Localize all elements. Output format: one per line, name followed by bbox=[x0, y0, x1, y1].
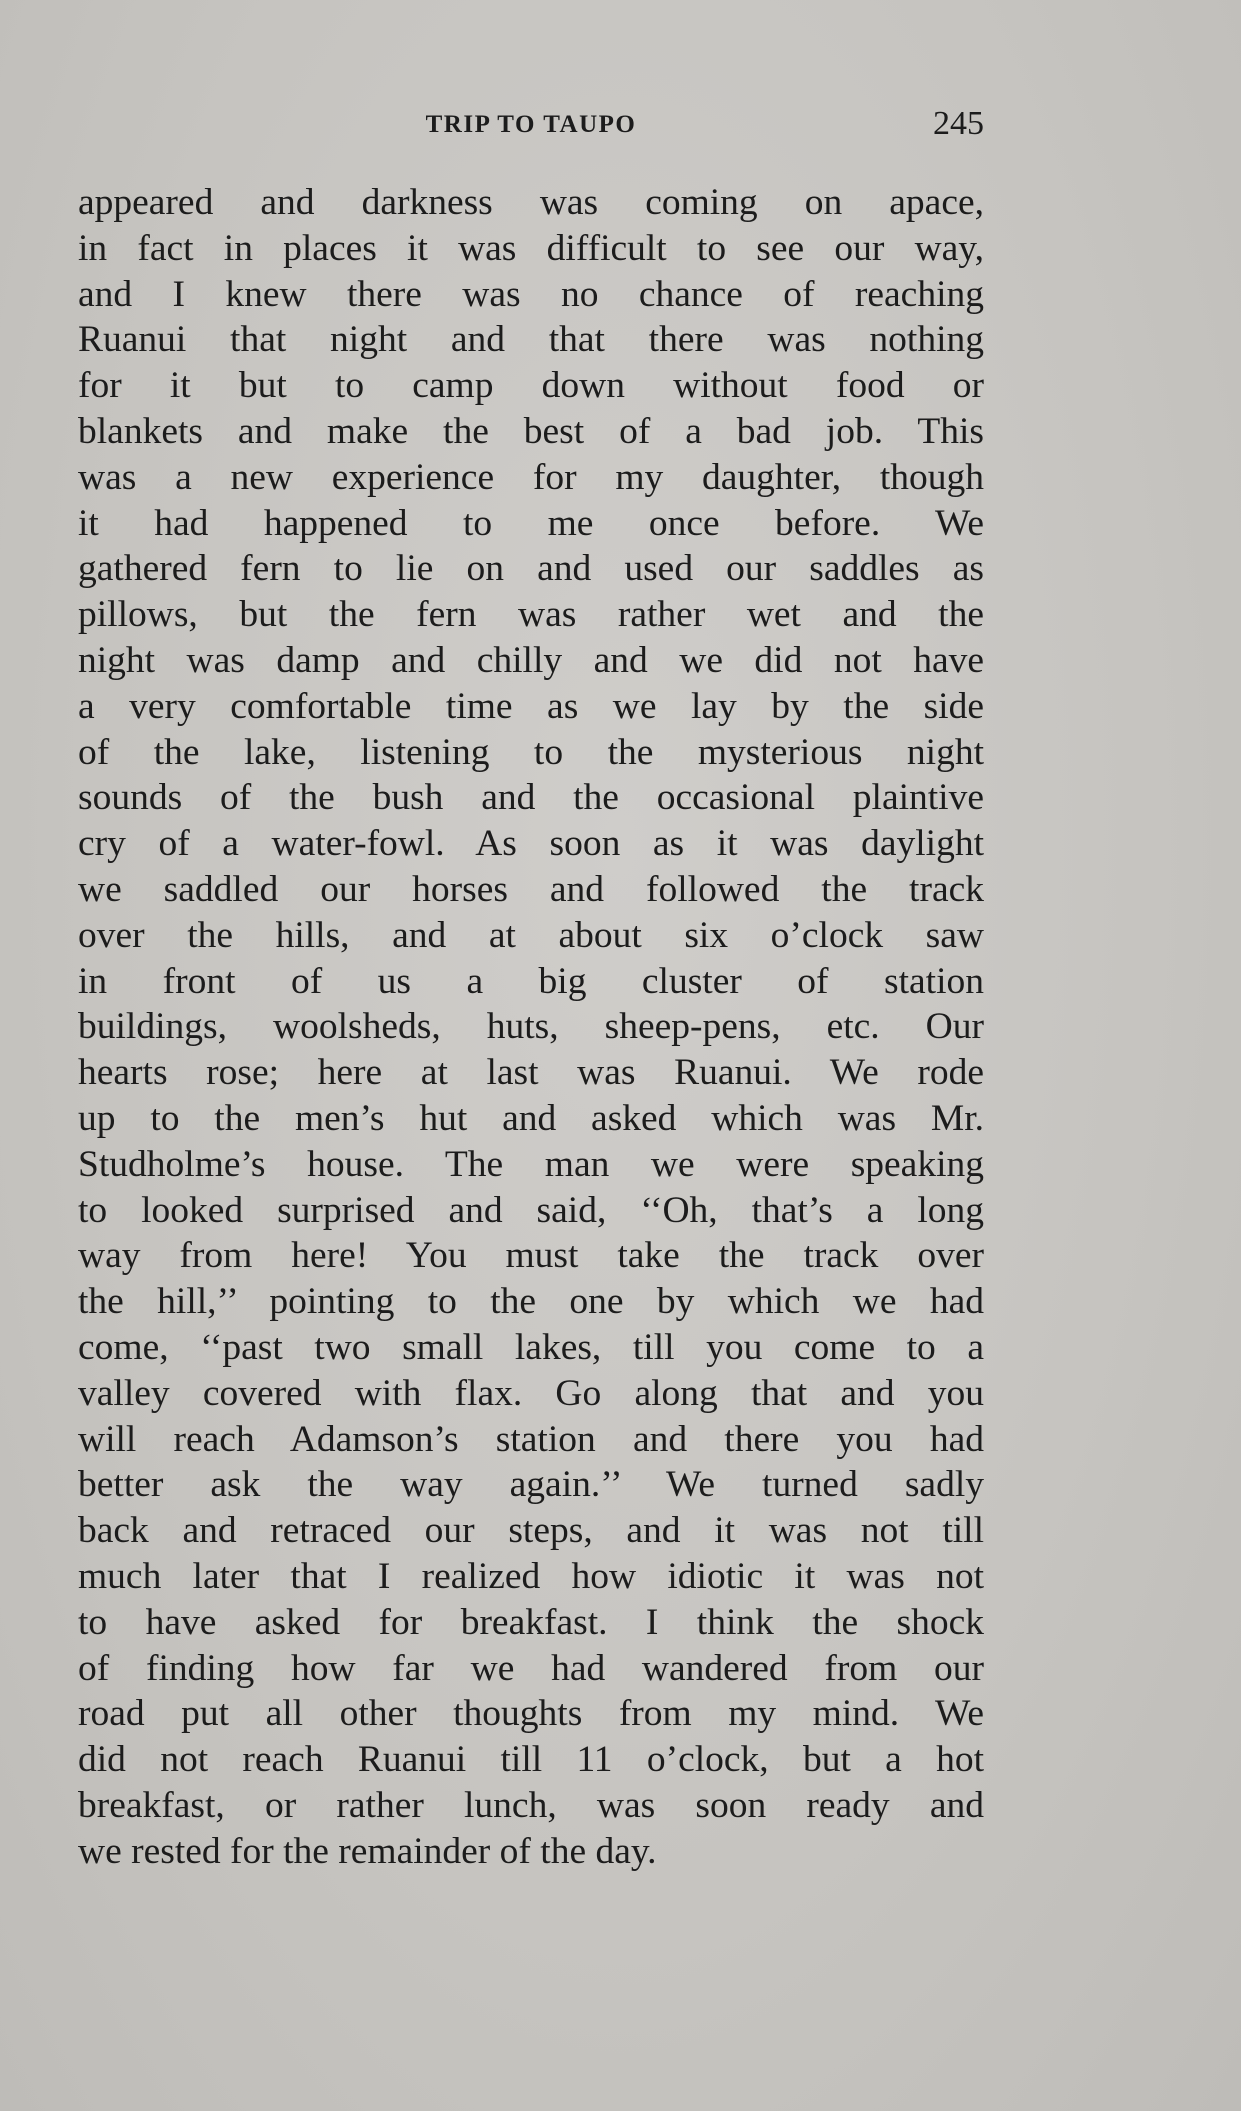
text-line: hearts rose; here at last was Ruanui. We rode bbox=[78, 1052, 984, 1094]
text-line: come, ‘‘past two small lakes, till you come to a bbox=[78, 1326, 984, 1368]
text-line: breakfast, or rather lunch, was soon ready and bbox=[78, 1784, 984, 1826]
text-line: was a new experience for my daughter, though bbox=[78, 456, 984, 498]
text-line: Ruanui that night and that there was nothing bbox=[78, 319, 984, 361]
text-line: will reach Adamson’s station and there you had bbox=[78, 1418, 984, 1460]
text-line: pillows, but the fern was rather wet and the bbox=[78, 594, 984, 636]
text-line: back and retraced our steps, and it was not till bbox=[78, 1510, 984, 1552]
text-line: valley covered with flax. Go along that and you bbox=[78, 1372, 984, 1414]
text-line: for it but to camp down without food or bbox=[78, 365, 984, 407]
text-line: cry of a water-fowl. As soon as it was daylight bbox=[78, 823, 984, 865]
text-line: road put all other thoughts from my mind. We bbox=[78, 1693, 984, 1735]
text-line: in fact in places it was difficult to see our way, bbox=[78, 227, 984, 269]
text-line: a very comfortable time as we lay by the side bbox=[78, 685, 984, 727]
text-line: to have asked for breakfast. I think the shock bbox=[78, 1601, 984, 1643]
text-line: much later that I realized how idiotic it was not bbox=[78, 1555, 984, 1597]
text-line: appeared and darkness was coming on apace, bbox=[78, 182, 984, 223]
text-line: we rested for the remainder of the day. bbox=[78, 1830, 657, 1872]
text-line: way from here! You must take the track over bbox=[78, 1235, 984, 1277]
text-line: up to the men’s hut and asked which was Mr. bbox=[78, 1097, 984, 1139]
text-line: did not reach Ruanui till 11 o’clock, but a hot bbox=[78, 1739, 984, 1781]
running-head bbox=[78, 105, 984, 145]
text-line: gathered fern to lie on and used our saddles as bbox=[78, 548, 984, 590]
text-line: Studholme’s house. The man we were speaking bbox=[78, 1143, 984, 1185]
text-line: night was damp and chilly and we did not have bbox=[78, 639, 984, 681]
text-line: and I knew there was no chance of reaching bbox=[78, 273, 984, 315]
text-line: in front of us a big cluster of station bbox=[78, 960, 984, 1002]
text-line: of the lake, listening to the mysterious night bbox=[78, 731, 984, 773]
text-line: better ask the way again.’’ We turned sadly bbox=[78, 1464, 984, 1506]
text-line: the hill,’’ pointing to the one by which we had bbox=[78, 1281, 984, 1323]
page-number: 245 bbox=[933, 105, 984, 142]
text-line: sounds of the bush and the occasional plaintive bbox=[78, 777, 984, 819]
running-title: TRIP TO TAUPO bbox=[425, 111, 637, 138]
text-line: of finding how far we had wandered from our bbox=[78, 1647, 984, 1689]
text-line: over the hills, and at about six o’clock saw bbox=[78, 914, 984, 956]
text-line: we saddled our horses and followed the track bbox=[78, 868, 984, 910]
text-line: buildings, woolsheds, huts, sheep-pens, etc. Our bbox=[78, 1006, 984, 1048]
body-text bbox=[78, 180, 984, 1874]
text-line: to looked surprised and said, ‘‘Oh, that’s a long bbox=[78, 1189, 984, 1231]
text-line: it had happened to me once before. We bbox=[78, 502, 984, 544]
text-line: blankets and make the best of a bad job. This bbox=[78, 410, 984, 452]
